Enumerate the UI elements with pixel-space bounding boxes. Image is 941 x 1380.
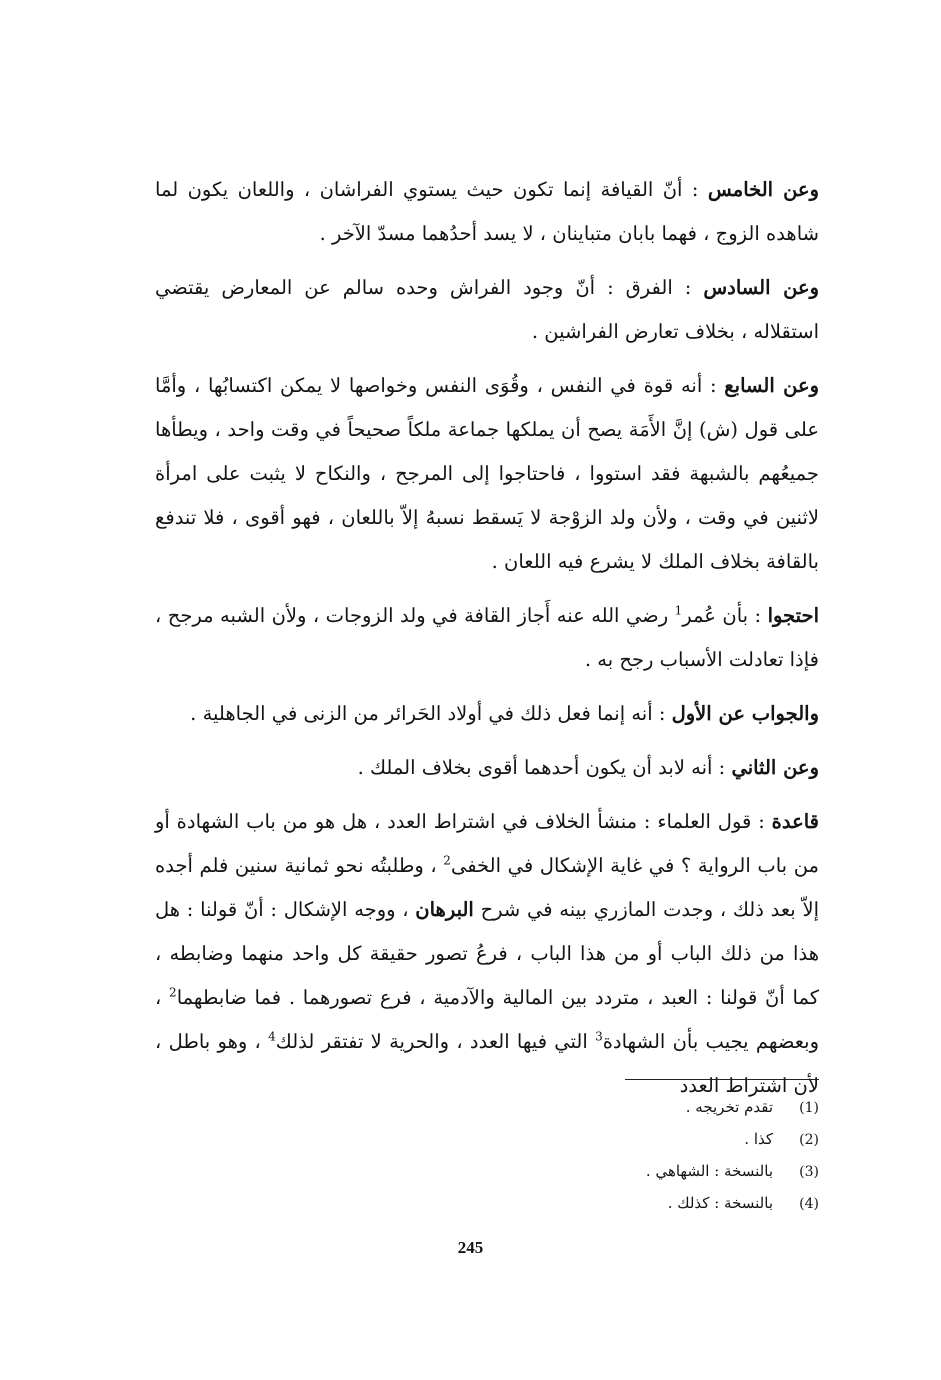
page-number: 245 <box>457 1238 484 1257</box>
paragraph-text: : بأن عُمر <box>682 604 768 627</box>
paragraph-answer-second <box>155 746 819 790</box>
footnote-item <box>419 1156 819 1188</box>
footnote-text: بالنسخة : الشهاهي . <box>645 1162 773 1180</box>
footnote-item <box>419 1092 819 1124</box>
paragraph-lead: وعن الخامس <box>707 178 819 201</box>
footnote-number: (3) <box>799 1164 819 1180</box>
footnote-marker: 1 <box>674 603 683 618</box>
footnote-item <box>419 1188 819 1220</box>
paragraph-seventh <box>155 364 819 584</box>
paragraph-answer-first <box>155 692 819 736</box>
paragraph-lead: وعن السابع <box>724 374 820 397</box>
footnote-text: بالنسخة : كذلك . <box>667 1194 773 1212</box>
paragraph-text: : أنه لابد أن يكون أحدهما أقوى بخلاف الملك . <box>357 756 732 779</box>
footnote-text: كذا . <box>744 1130 773 1148</box>
footnotes <box>419 1092 819 1220</box>
paragraph-argued <box>155 594 819 682</box>
paragraph-fifth <box>155 168 819 256</box>
footnote-marker: 4 <box>268 1029 276 1044</box>
footnote-number: (2) <box>799 1132 819 1148</box>
paragraph-text: : أنّ القيافة إنما تكون حيث يستوي الفراشان ، واللعان يكون لما شاهده الزوج ، فهما بابان متباينان ، لا يسد أحدُهما مسدّ الآخر . <box>155 178 819 245</box>
paragraph-rule <box>155 800 819 1108</box>
footnote-marker: 2 <box>169 985 177 1000</box>
footnote-marker: 3 <box>595 1029 603 1044</box>
paragraph-lead: قاعدة <box>771 810 819 833</box>
paragraph-lead: والجواب عن الأول <box>671 702 819 725</box>
paragraph-text: : أنه إنما فعل ذلك في أولاد الحَرائر من الزنى في الجاهلية . <box>190 702 672 725</box>
footnote-divider <box>625 1079 819 1080</box>
paragraph-lead: وعن الثاني <box>731 756 819 779</box>
paragraph-text: ، وطلبتُه نحو ثمانية سنين فلم أجده إلاّ بعد ذلك ، وجدت المازري بينه في شرح <box>155 854 819 921</box>
paragraph-text: : الفرق : أنّ وجود الفراش وحده سالم عن المعارض يقتضي استقلاله ، بخلاف تعارض الفراشين . <box>155 276 819 343</box>
paragraph-text: ، ووجه الإشكال : أنّ قولنا : هل هذا من ذلك الباب أو من هذا الباب ، فرعُ تصور حقيقة كل واحد منهما وضابطه ، كما أنّ قولنا : العبد ، متردد بين المالية والآدمية ، فرع تصورهما . فما ضابطهما <box>155 898 819 1009</box>
paragraph-text: رضي الله عنه أَجاز القافة في ولد الزوجات ، ولأن الشبه مرجح ، فإذا تعادلت الأسباب رجح به . <box>155 604 819 671</box>
book-title: البرهان <box>415 898 474 921</box>
main-text <box>155 168 819 1118</box>
paragraph-text: : قول العلماء : منشأ الخلاف في اشتراط العدد ، هل هو من باب الشهادة أو من باب الرواية ؟ في غاية الإشكال في الخفى <box>155 810 819 877</box>
footnote-text: تقدم تخريجه . <box>685 1098 773 1116</box>
paragraph-sixth <box>155 266 819 354</box>
footnote-marker: 2 <box>443 853 451 868</box>
paragraph-text: ، وهو باطل ، لأن اشتراط العدد <box>155 1030 819 1097</box>
paragraph-lead: وعن السادس <box>703 276 819 299</box>
paragraph-lead: احتجوا <box>767 604 819 627</box>
paragraph-text: ، وبعضهم يجيب بأن الشهادة <box>155 986 819 1053</box>
paragraph-text: التي فيها العدد ، والحرية لا تفتقر لذلك <box>275 1030 596 1053</box>
footnote-number: (1) <box>799 1100 819 1116</box>
paragraph-text: : أنه قوة في النفس ، وقُوَى النفس وخواصها لا يمكن اكتسابُها ، وأمَّا على قول (ش) إنَّ الأَمَة يصح أن يملكها جماعة ملكاً صحيحاً في وقت واحد ، ويطأها جميعُهم بالشبهة فقد استووا ، فاحتاجوا إلى المرجح ، والنكاح لا يثبت على امرأة لاثنين في وقت ، ولأن ولد الزوْجة لا يَسقط نسبهُ إلاّ باللعان ، فهو أقوى ، فلا تندفع بالقافة بخلاف الملك لا يشرع فيه اللعان . <box>155 374 819 573</box>
footnote-item <box>419 1124 819 1156</box>
footnote-number: (4) <box>799 1196 819 1212</box>
